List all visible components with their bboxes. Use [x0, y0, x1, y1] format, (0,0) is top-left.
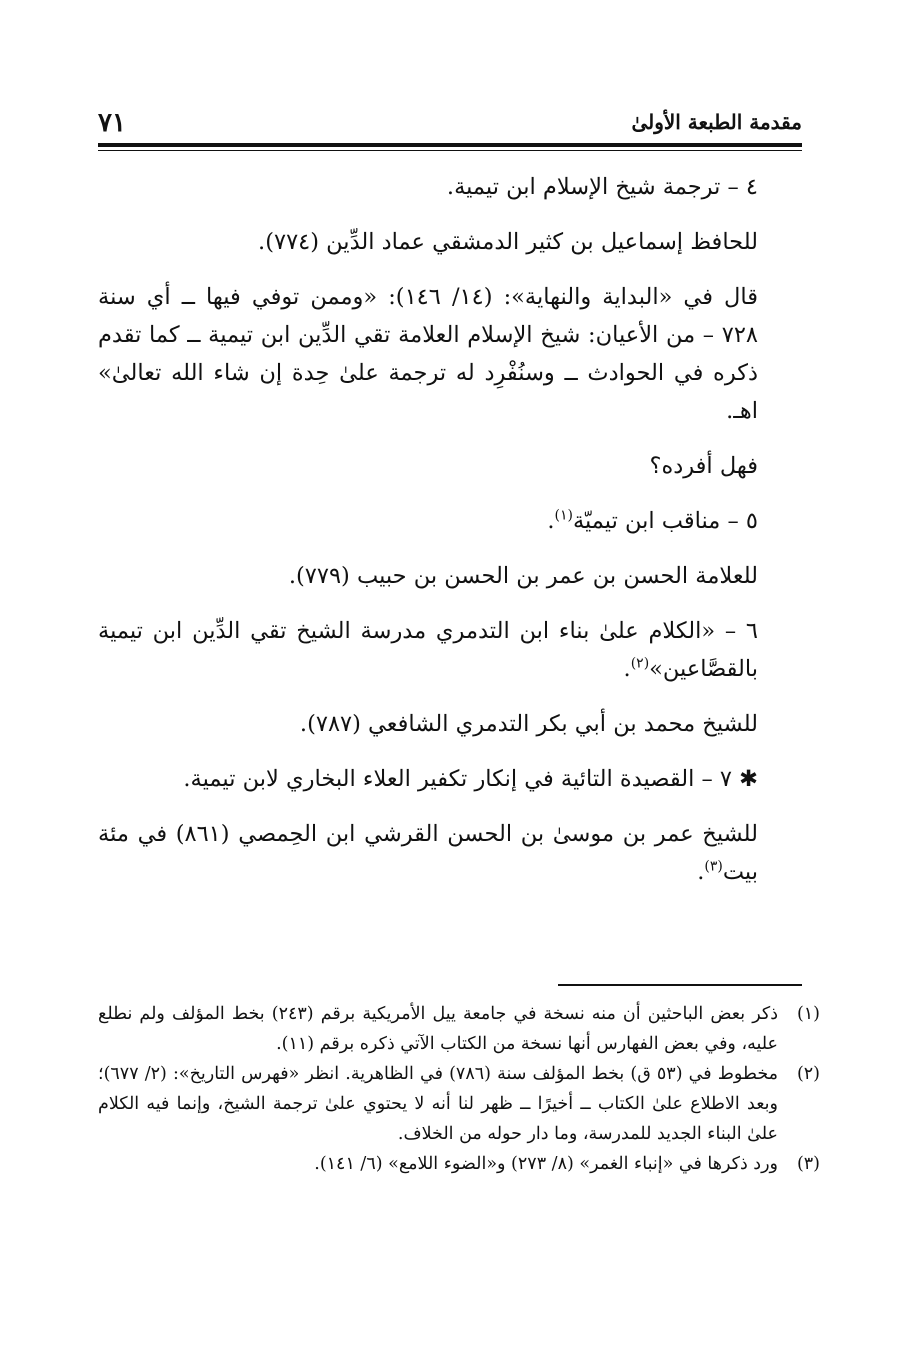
paragraph: للشيخ عمر بن موسىٰ بن الحسن القرشي ابن الحِمصي (٨٦١) في مئة بيت$^{(٣)}$. [98, 821, 758, 885]
footnote-separator [558, 984, 802, 986]
paragraph: قال في «البداية والنهاية»: (١٤/ ١٤٦): «وممن توفي فيها ــ أي سنة ٧٢٨ – من الأعيان: شيخ الإسلام العلامة تقي الدِّين ابن تيمية ــ كما تقدم ذكره في الحوادث ــ وسنُفْرِد له ترجمة علىٰ حِدة إن شاء الله تعالىٰ» اهـ. [98, 284, 758, 424]
footnote [98, 999, 820, 1059]
paragraph: فهل أفرده؟ [649, 453, 758, 479]
footnote-text: مخطوط في (٥٣ ق) بخط المؤلف سنة (٧٨٦) في الظاهرية. انظر «فهرس التاريخ»: (٢/ ٦٧٧)؛ وبعد الاطلاع علىٰ الكتاب ــ أخيرًا ــ ظهر لنا أنه لا يحتوي علىٰ ترجمة الشيخ، وإنما فيه الكلام علىٰ البناء الجديد للمدرسة، وما دار حوله من الخلاف. [98, 1064, 779, 1144]
footnote-number: (١) [796, 1004, 820, 1024]
header-rule-thick [98, 143, 802, 147]
footnote-ref: (٣) [704, 858, 723, 875]
footnote-ref: (٢) [630, 655, 650, 672]
paragraph: للحافظ إسماعيل بن كثير الدمشقي عماد الدِّين (٧٧٤). [258, 229, 758, 255]
paragraph: ٤ – ترجمة شيخ الإسلام ابن تيمية. [446, 174, 758, 200]
paragraph: ✱ ٧ – القصيدة التائية في إنكار تكفير العلاء البخاري لابن تيمية. [183, 766, 758, 792]
running-header [98, 108, 802, 142]
footnote-number: (٣) [796, 1154, 820, 1174]
footnote-ref: (١) [554, 507, 573, 524]
footnote-number: (٢) [796, 1064, 820, 1084]
footnote-text: ذكر بعض الباحثين أن منه نسخة في جامعة ييل الأمريكية برقم (٢٤٣) بخط المؤلف ولم نطلع عليه، وفي بعض الفهارس أنها نسخة من الكتاب الآتي ذكره برقم (١١). [98, 1004, 778, 1054]
page-number: ٧١ [98, 108, 126, 138]
paragraph: للعلامة الحسن بن عمر بن الحسن بن حبيب (٧٧٩). [288, 563, 758, 589]
header-title: مقدمة الطبعة الأولىٰ [631, 110, 802, 134]
footnote-text: ورد ذكرها في «إنباء الغمر» (٨/ ٢٧٣) و«الضوء اللامع» (٦/ ١٤١). [314, 1154, 778, 1174]
paragraph: ٥ – مناقب ابن تيميّة$^{(١)}$. [547, 507, 758, 534]
main-text [98, 168, 802, 908]
paragraph: للشيخ محمد بن أبي بكر التدمري الشافعي (٧٨٧). [299, 711, 758, 737]
footnote [98, 1059, 820, 1149]
header-rule-thin [98, 150, 802, 151]
footnote [98, 1149, 820, 1179]
paragraph: ٦ – «الكلام علىٰ بناء ابن التدمري مدرسة الشيخ تقي الدِّين ابن تيمية بالقصَّاعين»$^{(٢)}$. [98, 618, 758, 682]
footnotes [98, 999, 820, 1179]
